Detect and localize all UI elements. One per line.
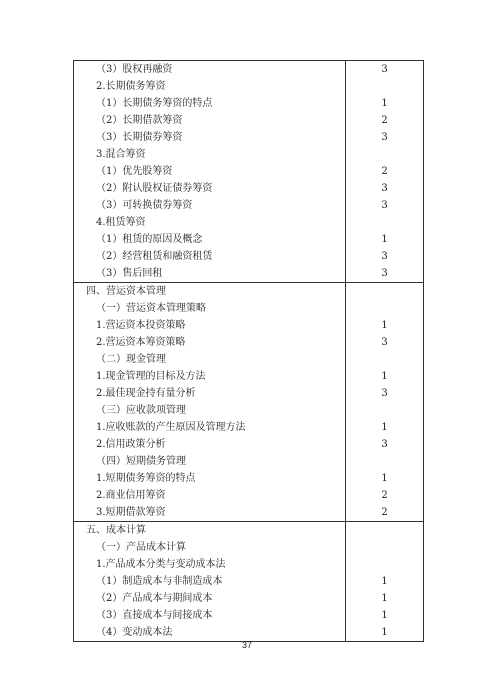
topic-text: （1）租赁的原因及概念: [96, 234, 203, 245]
topic-text: 4.租赁筹资: [96, 217, 146, 228]
topic-text: （二）现金管理: [96, 354, 166, 365]
level-value: 3: [381, 200, 388, 211]
level-value: [346, 453, 423, 470]
topic-text: （2）经营租赁和融资租赁: [96, 251, 213, 262]
level-value: [346, 214, 423, 231]
level-value: [346, 522, 423, 539]
level-value: 2: [381, 166, 388, 177]
level-value: 1: [381, 234, 388, 245]
page-number: 37: [241, 640, 252, 650]
level-value: [346, 556, 423, 573]
level-value: 2: [381, 115, 388, 126]
level-value: 3: [381, 268, 388, 279]
topic-text: （三）应收款项管理: [96, 405, 186, 416]
topic-text: （3）可转换债券筹资: [96, 200, 193, 211]
level-value: 1: [381, 320, 388, 331]
topic-text: 3.短期借款筹资: [96, 507, 166, 518]
topic-text: 1.营运资本投资策略: [96, 320, 186, 331]
level-value: 3: [381, 388, 388, 399]
level-value: 3: [381, 251, 388, 262]
topic-text: 1.现金管理的目标及方法: [96, 371, 206, 382]
topic-text: 2.商业信用筹资: [96, 490, 166, 501]
topic-text: （3）股权再融资: [96, 64, 173, 75]
topic-text: （3）直接成本与间接成本: [96, 610, 213, 621]
level-value: 3: [381, 439, 388, 450]
topic-text: 2.最佳现金持有量分析: [96, 388, 196, 399]
level-value: [346, 283, 423, 300]
topic-text: （1）制造成本与非制造成本: [96, 576, 223, 587]
topic-text: （3）长期债券筹资: [96, 132, 183, 143]
topic-cell: [74, 283, 346, 522]
level-value: 1: [381, 98, 388, 109]
level-value: 1: [381, 627, 388, 638]
table-row: [74, 283, 424, 522]
topic-text: 2.长期债务筹资: [96, 81, 166, 92]
level-value: [346, 402, 423, 419]
level-value: [346, 539, 423, 556]
level-cell: [346, 283, 424, 522]
level-value: 1: [381, 610, 388, 621]
topic-text: 2.营运资本筹资策略: [96, 337, 186, 348]
level-cell: [346, 61, 424, 283]
level-value: 1: [381, 473, 388, 484]
level-value: [346, 146, 423, 163]
topic-text: （2）长期借款筹资: [96, 115, 183, 126]
level-value: 3: [381, 183, 388, 194]
topic-text: 四、营运资本管理: [86, 286, 166, 297]
topic-text: （4）变动成本法: [96, 627, 173, 638]
topic-cell: [74, 522, 346, 642]
level-value: 1: [381, 593, 388, 604]
topic-cell: [74, 61, 346, 283]
topic-text: （一）产品成本计算: [96, 542, 186, 553]
level-value: [346, 300, 423, 317]
topic-text: 1.应收账款的产生原因及管理方法: [96, 422, 246, 433]
topic-text: （一）营运资本管理策略: [96, 303, 206, 314]
topic-text: （1）优先股筹资: [96, 166, 173, 177]
topic-text: （2）产品成本与期间成本: [96, 593, 213, 604]
level-value: 2: [381, 507, 388, 518]
table-row: [74, 522, 424, 642]
level-value: 1: [381, 576, 388, 587]
topic-text: 2.信用政策分析: [96, 439, 166, 450]
level-value: 3: [381, 337, 388, 348]
level-value: [346, 78, 423, 95]
level-cell: [346, 522, 424, 642]
topic-text: （1）长期债务筹资的特点: [96, 98, 213, 109]
topic-text: 1.短期债务筹资的特点: [96, 473, 196, 484]
topic-text: 1.产品成本分类与变动成本法: [96, 559, 226, 570]
syllabus-table: [73, 60, 424, 642]
level-value: 2: [381, 490, 388, 501]
level-value: 1: [381, 371, 388, 382]
level-value: 1: [381, 422, 388, 433]
level-value: 3: [381, 64, 388, 75]
level-value: 3: [381, 132, 388, 143]
table-row: [74, 61, 424, 283]
topic-text: 3.混合筹资: [96, 149, 146, 160]
level-value: [346, 351, 423, 368]
topic-text: （四）短期债务管理: [96, 456, 186, 467]
topic-text: 五、成本计算: [86, 525, 146, 536]
topic-text: （2）附认股权证债券筹资: [96, 183, 213, 194]
topic-text: （3）售后回租: [96, 268, 163, 279]
